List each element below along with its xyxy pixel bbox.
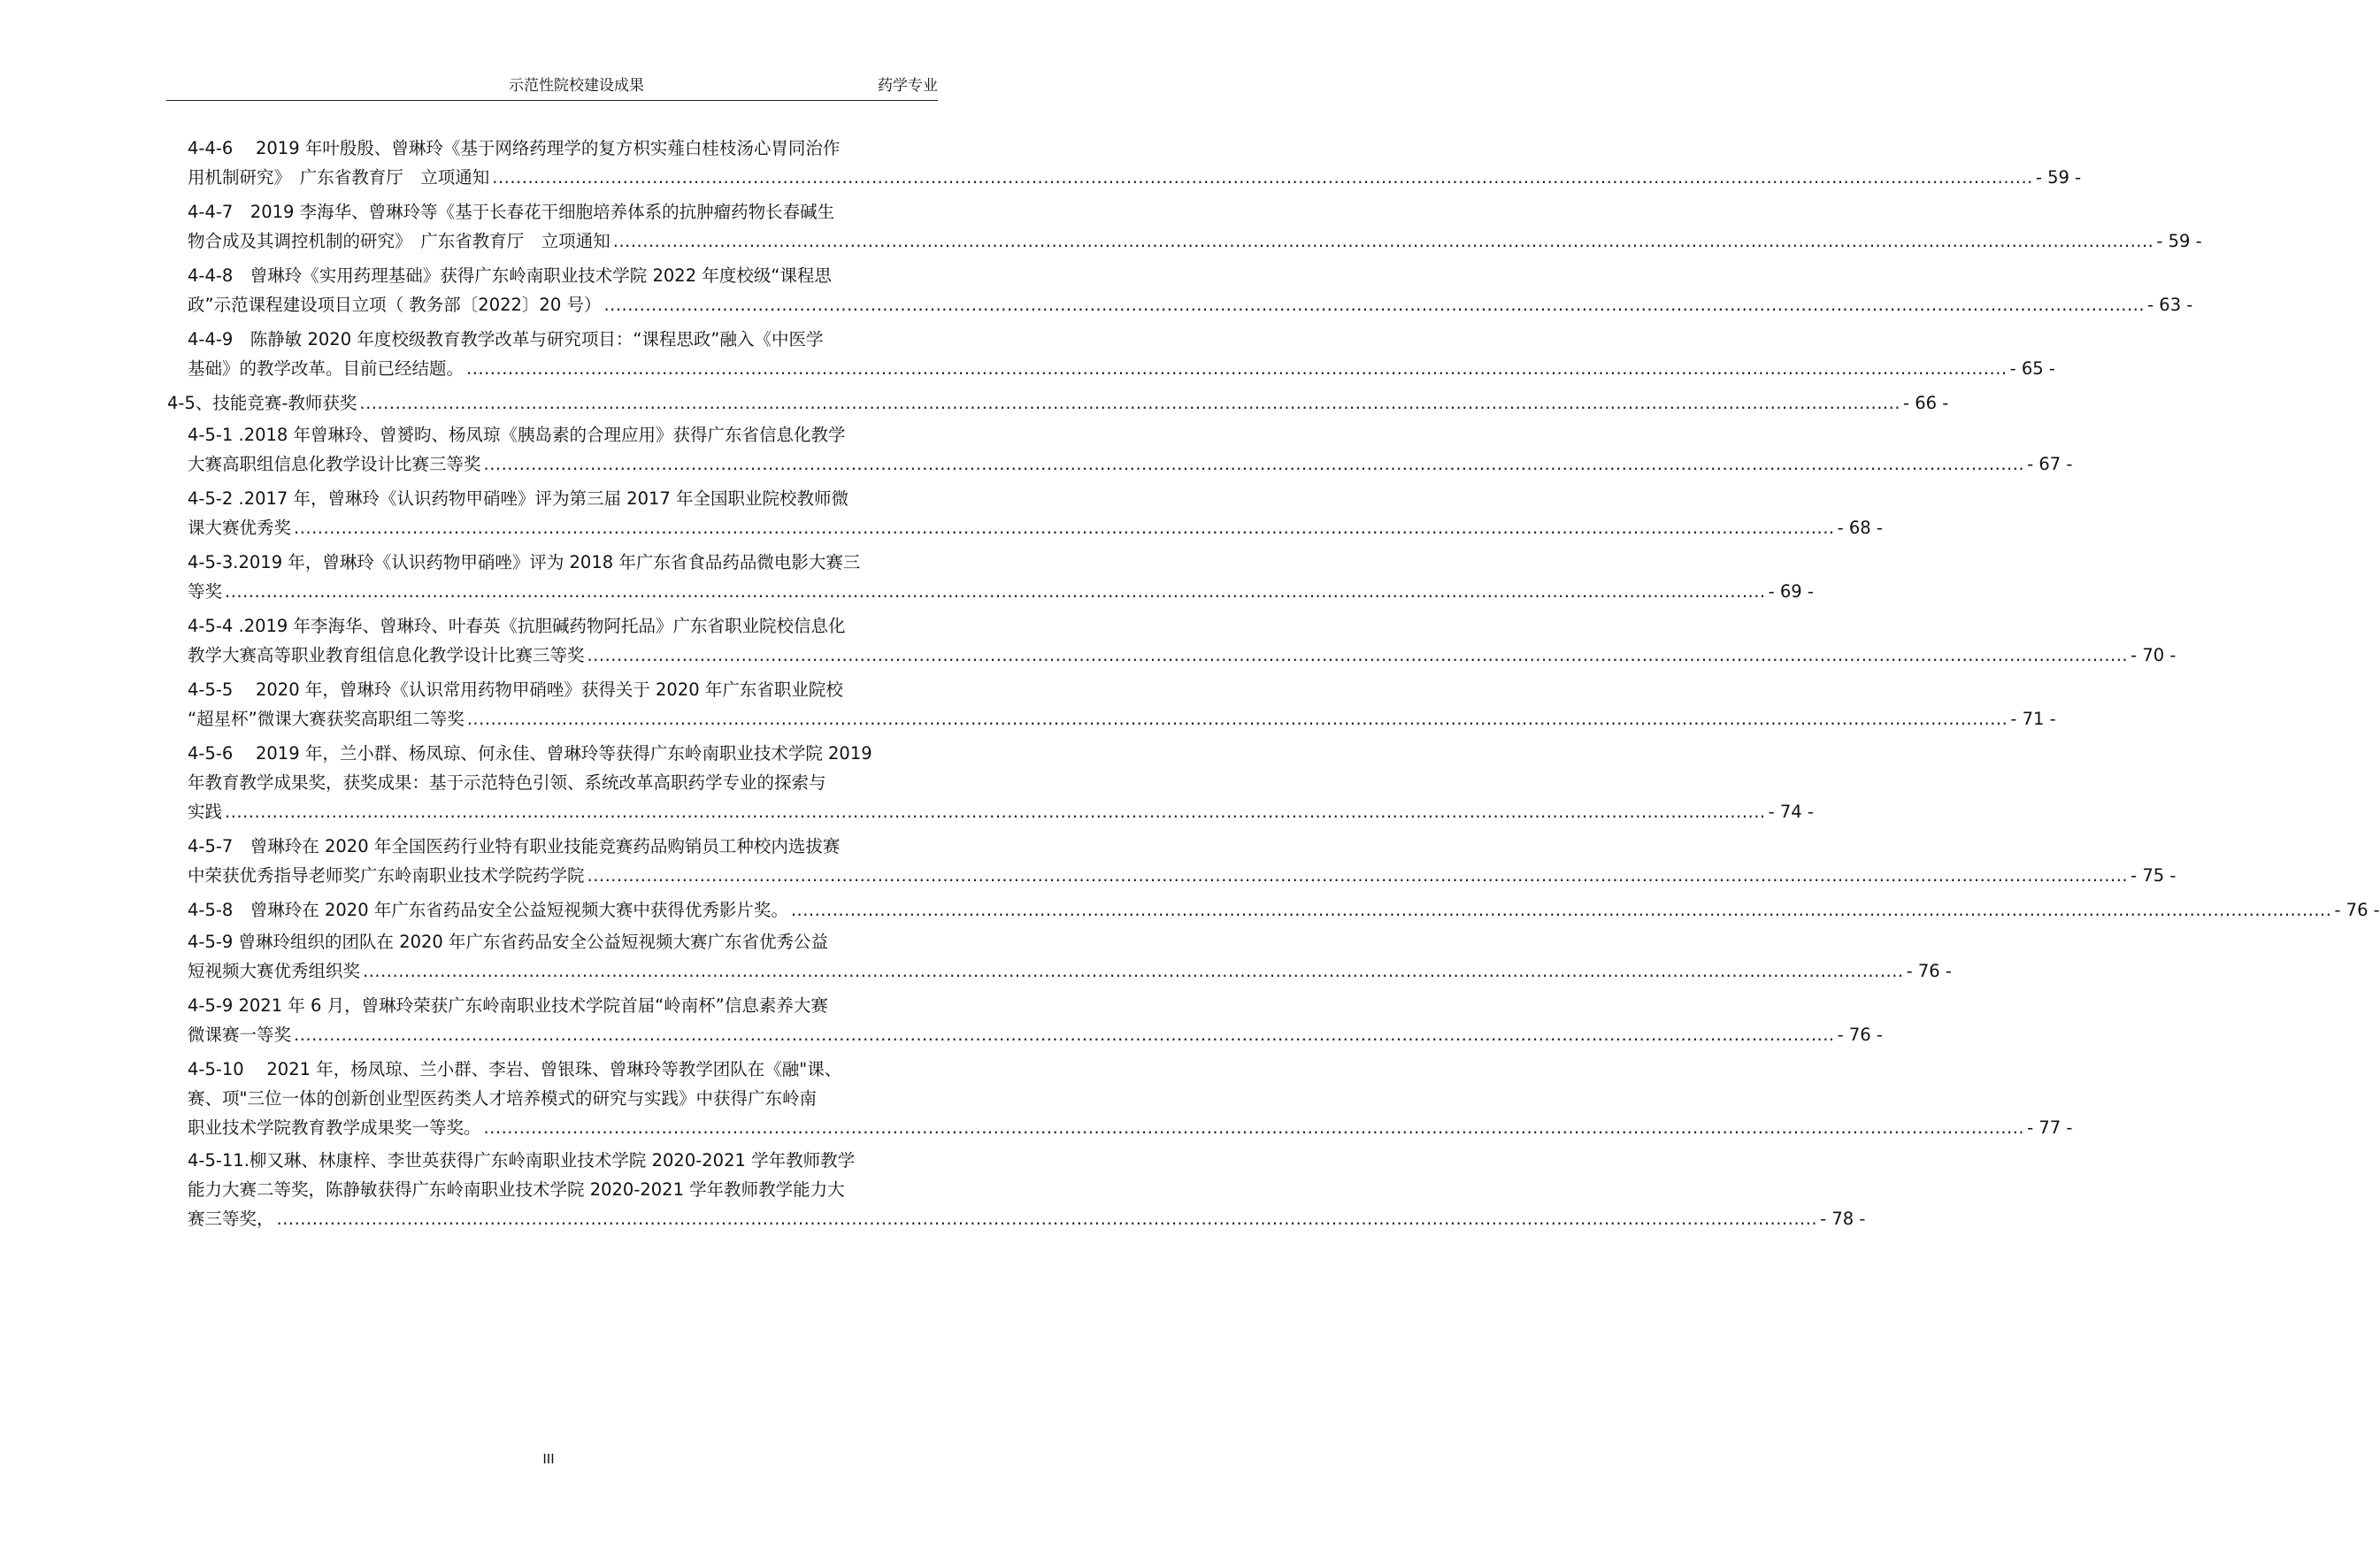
toc-entry-text: 基础》的教学改革。目前已经结题。 [188,358,464,379]
toc-entry[interactable] [188,420,2073,479]
toc-leader-dots: .................................................................................................................................................................................................................................................................... [466,709,2008,729]
toc-leader-dots: .................................................................................................................................................................................................................................................................... [294,518,1835,538]
toc-entry-text: 政”示范课程建设项目立项（ 教务部〔2022〕20 号） [188,295,602,315]
toc-entry-text: 4-5-3.2019 年，曾琳玲《认识药物甲硝唑》评为 2018 年广东省食品药品微电影大赛三 [188,552,861,572]
toc-entry-last-line [188,861,2177,890]
toc-entry-text: 微课赛一等奖 [188,1025,292,1045]
toc-leader-dots: .................................................................................................................................................................................................................................................................... [587,645,2129,665]
toc-page-number: - 76 - [1837,1025,1883,1045]
toc-entry-last-line [188,956,1952,986]
header-major: 药学专业 [878,77,938,95]
toc-entry[interactable] [188,895,2380,925]
toc-entry[interactable] [188,675,2056,733]
toc-leader-dots: .................................................................................................................................................................................................................................................................... [276,1209,1818,1229]
toc-entry-text: 等奖 [188,581,223,602]
toc-entry-last-line [188,163,2082,192]
toc-entry-text: 4-5-6 2019 年，兰小群、杨凤琼、何永佳、曾琳玲等获得广东岭南职业技术学院 2019 [188,743,872,764]
toc-entry-text: 年教育教学成果奖，获奖成果：基于示范特色引领、系统改革高职药学专业的探索与 [188,772,826,793]
toc-entry-text: 赛三等奖， [188,1209,274,1229]
toc-leader-dots: .................................................................................................................................................................................................................................................................... [359,393,1900,413]
toc-entry-last-line [188,513,1883,542]
toc-leader-dots: .................................................................................................................................................................................................................................................................... [603,295,2146,315]
toc-entry-text: 4-5-9 2021 年 6 月，曾琳玲荣获广东岭南职业技术学院首届“岭南杯”信息素养大赛 [188,995,828,1016]
header-rule [166,100,938,101]
toc-entry[interactable] [188,548,1814,606]
toc-entry[interactable] [188,1055,2073,1142]
toc-entry-text: 教学大赛高等职业教育组信息化教学设计比赛三等奖 [188,645,585,665]
footer-page-number: III [542,1451,555,1467]
toc-leader-dots: .................................................................................................................................................................................................................................................................... [225,802,1766,822]
toc-page-number: - 68 - [1837,518,1883,538]
toc-entry[interactable] [188,739,1814,826]
toc-leader-dots: .................................................................................................................................................................................................................................................................... [483,454,2025,474]
toc-entry[interactable] [188,991,1883,1049]
toc-page-number: - 66 - [1903,393,1949,413]
toc-entry-text: 4-5-8 曾琳玲在 2020 年广东省药品安全公益短视频大赛中获得优秀影片奖。 [188,900,788,920]
toc-page-number: - 75 - [2130,865,2177,886]
toc-entry[interactable] [188,261,2193,319]
toc-entry[interactable] [188,832,2177,890]
toc-entry[interactable] [167,388,1949,418]
toc-entry-text: 4-4-6 2019 年叶殷殷、曾琳玲《基于网络药理学的复方枳实薤白桂枝汤心胃同治作 [188,138,841,158]
toc-entry-last-line [188,1113,2073,1142]
toc-leader-dots: .................................................................................................................................................................................................................................................................... [790,900,2332,920]
toc-entry-last-line [167,388,1949,418]
toc-page-number: - 78 - [1820,1209,1866,1229]
toc-entry[interactable] [188,1146,1866,1233]
toc-entry-text: 4-5-1 .2018 年曾琳玲、曾赟昀、杨凤琼《胰岛素的合理应用》获得广东省信息化教学 [188,425,846,445]
toc-page-number: - 71 - [2010,709,2056,729]
toc-entry-last-line [188,895,2380,925]
toc-entry-text: 中荣获优秀指导老师奖广东岭南职业技术学院药学院 [188,865,585,886]
toc-page-number: - 59 - [2035,167,2082,188]
toc-entry-text: 能力大赛二等奖，陈静敏获得广东岭南职业技术学院 2020-2021 学年教师教学能力大 [188,1179,845,1200]
toc-page-number: - 77 - [2027,1117,2073,1138]
toc-leader-dots: .................................................................................................................................................................................................................................................................... [492,167,2033,188]
toc-page-number: - 63 - [2147,295,2193,315]
toc-page-number: - 67 - [2027,454,2073,474]
toc-entry-text: 4-4-7 2019 李海华、曾琳玲等《基于长春花干细胞培养体系的抗肿瘤药物长春碱生 [188,202,835,222]
toc-entry-text: 短视频大赛优秀组织奖 [188,961,361,981]
toc-entry-last-line [188,641,2177,670]
toc-entry[interactable] [188,927,1952,986]
toc-entry-text: 物合成及其调控机制的研究》 广东省教育厅 立项通知 [188,231,610,251]
toc-entry-text: 大赛高职组信息化教学设计比赛三等奖 [188,454,481,474]
toc-leader-dots: .................................................................................................................................................................................................................................................................... [363,961,1904,981]
toc-page-number: - 69 - [1768,581,1814,602]
toc-entry-text: 4-5、技能竞赛-教师获奖 [167,393,357,413]
toc-entry-last-line [188,797,1814,826]
toc-entry-text: 用机制研究》 广东省教育厅 立项通知 [188,167,490,188]
toc-entry-text: 4-5-2 .2017 年，曾琳玲《认识药物甲硝唑》评为第三届 2017 年全国职业院校教师微 [188,488,849,509]
toc-entry-text: 4-5-7 曾琳玲在 2020 年全国医药行业特有职业技能竞赛药品购销员工种校内选拔赛 [188,836,841,856]
toc-entry[interactable] [188,134,2082,192]
toc-entry[interactable] [188,325,2055,383]
toc-entry-text: 4-5-9 曾琳玲组织的团队在 2020 年广东省药品安全公益短视频大赛广东省优秀公益 [188,932,829,952]
toc-entry-text: 实践 [188,802,223,822]
toc-entry-text: 4-4-8 曾琳玲《实用药理基础》获得广东岭南职业技术学院 2022 年度校级“课程思 [188,265,832,286]
toc-entry-text: 职业技术学院教育教学成果奖一等奖。 [188,1117,481,1138]
toc-page-number: - 65 - [2009,358,2055,379]
toc-entry-last-line [188,449,2073,479]
toc-page-number: - 59 - [2156,231,2202,251]
toc-leader-dots: .................................................................................................................................................................................................................................................................... [466,358,2008,379]
toc-entry-last-line [188,1204,1866,1233]
toc-leader-dots: .................................................................................................................................................................................................................................................................... [225,581,1766,602]
page-header [166,74,938,101]
toc-entry-text: 4-5-11.柳又琳、林康梓、李世英获得广东岭南职业技术学院 2020-2021 学年教师教学 [188,1150,856,1171]
toc-entry-text: “超星杯”微课大赛获奖高职组二等奖 [188,709,464,729]
header-title: 示范性院校建设成果 [509,77,644,95]
toc-page-number: - 74 - [1768,802,1814,822]
toc-entry-text: 4-5-5 2020 年，曾琳玲《认识常用药物甲硝唑》获得关于 2020 年广东省职业院校 [188,680,843,700]
toc-entry-text: 课大赛优秀奖 [188,518,292,538]
toc-leader-dots: .................................................................................................................................................................................................................................................................... [587,865,2129,886]
toc-entry-last-line [188,704,2056,733]
toc-entry-text: 4-4-9 陈静敏 2020 年度校级教育教学改革与研究项目：“课程思政”融入《中医学 [188,329,824,349]
toc-leader-dots: .................................................................................................................................................................................................................................................................... [483,1117,2025,1138]
toc-entry[interactable] [188,611,2177,670]
toc-entry-last-line [188,577,1814,606]
toc-entry-last-line [188,227,2202,256]
toc-page-number: - 70 - [2130,645,2177,665]
toc-leader-dots: .................................................................................................................................................................................................................................................................... [294,1025,1835,1045]
toc-entry[interactable] [188,484,1883,542]
toc-entry[interactable] [188,197,2202,256]
toc-page-number: - 76 - [2334,900,2380,920]
toc-page-number: - 76 - [1906,961,1952,981]
toc-entry-last-line [188,1020,1883,1049]
toc-entry-text: 4-5-4 .2019 年李海华、曾琳玲、叶春英《抗胆碱药物阿托品》广东省职业院校信息化 [188,616,846,636]
toc-entry-last-line [188,290,2193,319]
toc-entry-last-line [188,354,2055,383]
toc-leader-dots: .................................................................................................................................................................................................................................................................... [612,231,2154,251]
toc-entry-text: 4-5-10 2021 年，杨凤琼、兰小群、李岩、曾银珠、曾琳玲等教学团队在《融"课、 [188,1059,842,1079]
toc-entry-text: 赛、项"三位一体的创新创业型医药类人才培养模式的研究与实践》中获得广东岭南 [188,1088,817,1109]
